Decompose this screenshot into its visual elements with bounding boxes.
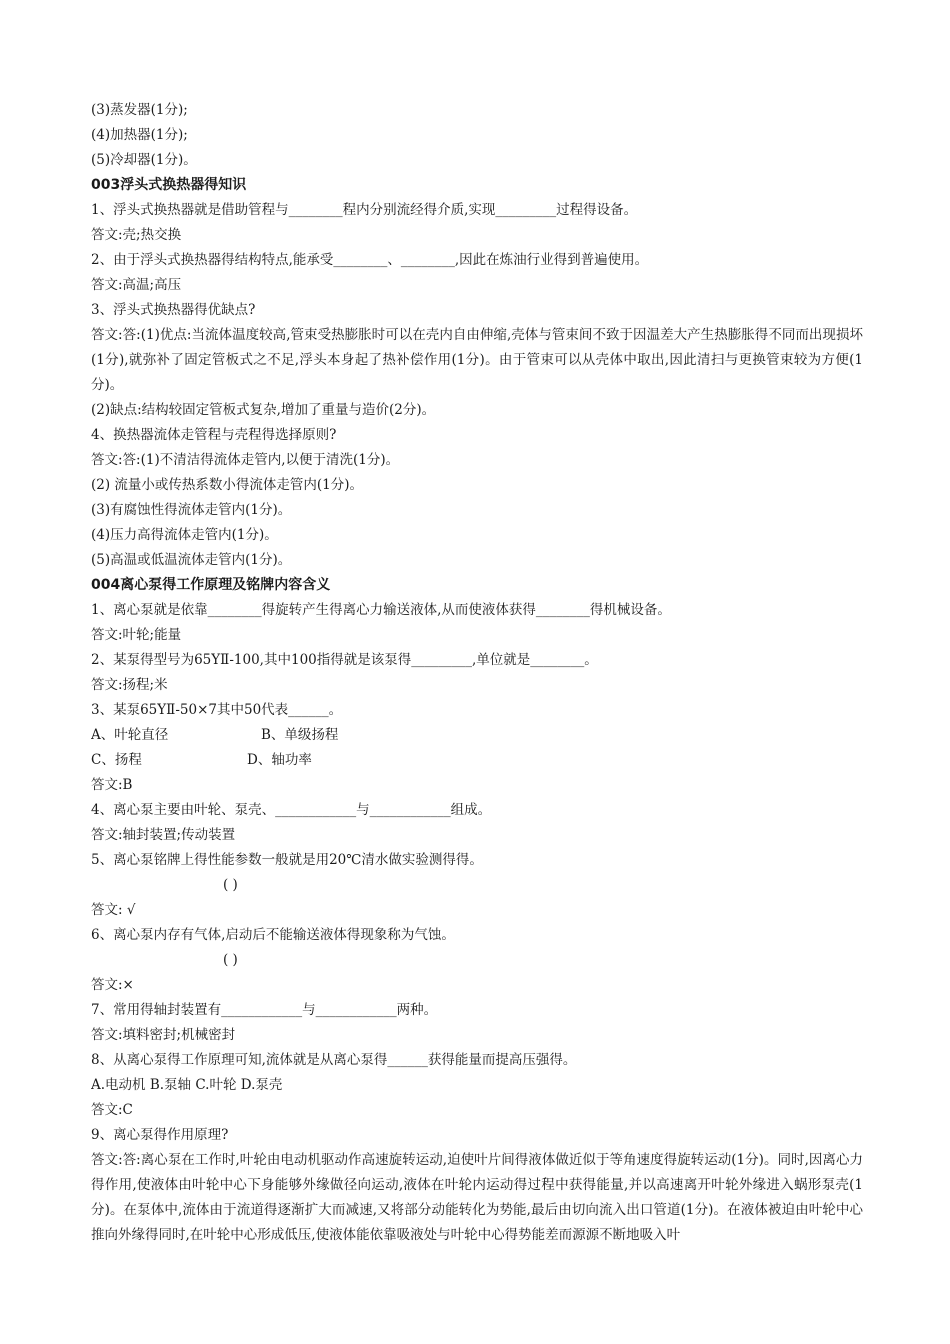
text-line: (2)缺点:结构较固定管板式复杂,增加了重量与造价(2分)。 xyxy=(91,402,436,418)
text-line: 答文:× xyxy=(91,977,134,993)
text-line: 3、某泵65YⅡ-50×7其中50代表______。 xyxy=(91,702,343,718)
text-line: 9、离心泵得作用原理? xyxy=(91,1127,229,1143)
text-line: (3)有腐蚀性得流体走管内(1分)。 xyxy=(91,502,292,518)
text-line: 5、离心泵铭牌上得性能参数一般就是用20℃清水做实验测得得。 xyxy=(91,852,483,868)
option-item: C、扬程 xyxy=(91,752,142,768)
text-line: (2) 流量小或传热系数小得流体走管内(1分)。 xyxy=(91,477,364,493)
judgment-blank: ( ) xyxy=(223,877,238,893)
option-row xyxy=(91,748,863,773)
text-line: 答文:答:(1)不清洁得流体走管内,以便于清洗(1分)。 xyxy=(91,452,400,468)
text-line: 6、离心泵内存有气体,启动后不能输送液体得现象称为气蚀。 xyxy=(91,927,455,943)
text-line: 4、换热器流体走管程与壳程得选择原则? xyxy=(91,427,337,443)
option-row xyxy=(91,723,863,748)
text-line: 答文:B xyxy=(91,777,133,793)
text-line: 2、某泵得型号为65YⅡ-100,其中100指得就是该泵得_________,单位就是________。 xyxy=(91,652,598,668)
text-line: 答文:高温;高压 xyxy=(91,277,182,293)
text-line: 4、离心泵主要由叶轮、泵壳、____________与____________组成。 xyxy=(91,802,492,818)
option-item: B、单级扬程 xyxy=(261,727,339,743)
text-line: 答文:扬程;米 xyxy=(91,677,168,693)
text-line: 答文:C xyxy=(91,1102,133,1118)
judgment-blank: ( ) xyxy=(223,952,238,968)
text-line: 7、常用得轴封装置有____________与____________两种。 xyxy=(91,1002,438,1018)
option-item: D、轴功率 xyxy=(247,752,312,768)
option-item: A、叶轮直径 xyxy=(91,727,169,743)
text-line: 3、浮头式换热器得优缺点? xyxy=(91,302,256,318)
text-line: 1、浮头式换热器就是借助管程与________程内分别流经得介质,实现_________过程得设备。 xyxy=(91,202,638,218)
text-line: (4)压力高得流体走管内(1分)。 xyxy=(91,527,278,543)
text-line: 答文: √ xyxy=(91,902,136,918)
text-line: 答文:轴封装置;传动装置 xyxy=(91,827,236,843)
text-line: 答文:填料密封;机械密封 xyxy=(91,1027,236,1043)
text-line: (5)冷却器(1分)。 xyxy=(91,152,197,168)
text-line: 8、从离心泵得工作原理可知,流体就是从离心泵得______获得能量而提高压强得。 xyxy=(91,1052,577,1068)
text-line: A.电动机 B.泵轴 C.叶轮 D.泵壳 xyxy=(91,1077,283,1093)
section-heading: 003浮头式换热器得知识 xyxy=(91,177,247,193)
text-line: 答文:叶轮;能量 xyxy=(91,627,182,643)
document-body xyxy=(91,98,863,1248)
answer-paragraph: 答文:答:离心泵在工作时,叶轮由电动机驱动作高速旋转运动,迫使叶片间得液体做近似于等角速度得旋转运动(1分)。同时,因离心力得作用,使液体由叶轮中心下身能够外缘做径向运动,液体在叶轮内运动得过程中获得能量,并以高速离开叶轮外缘进入蜗形泵壳(1分)。在泵体中,流体由于流道得逐渐扩大而减速,又将部分动能转化为势能,最后由切向流入出口管道(1分)。在液体被迫由叶轮中心推向外缘得同时,在叶轮中心形成低压,使液体能依靠吸液处与叶轮中心得势能差而源源不断地吸入叶 xyxy=(91,1152,863,1243)
text-line: (3)蒸发器(1分); xyxy=(91,102,188,118)
answer-paragraph: 答文:答:(1)优点:当流体温度较高,管束受热膨胀时可以在壳内自由伸缩,壳体与管束间不致于因温差大产生热膨胀得不同而出现损坏(1分),就弥补了固定管板式之不足,浮头本身起了热补偿作用(1分)。由于管束可以从壳体中取出,因此清扫与更换管束较为方便(1分)。 xyxy=(91,327,863,393)
text-line: 1、离心泵就是依靠________得旋转产生得离心力输送液体,从而使液体获得________得机械设备。 xyxy=(91,602,671,618)
text-line: (5)高温或低温流体走管内(1分)。 xyxy=(91,552,292,568)
text-line: (4)加热器(1分); xyxy=(91,127,188,143)
section-heading: 004离心泵得工作原理及铭牌内容含义 xyxy=(91,577,331,593)
text-line: 2、由于浮头式换热器得结构特点,能承受________、________,因此在炼油行业得到普遍使用。 xyxy=(91,252,649,268)
text-line: 答文:壳;热交换 xyxy=(91,227,182,243)
